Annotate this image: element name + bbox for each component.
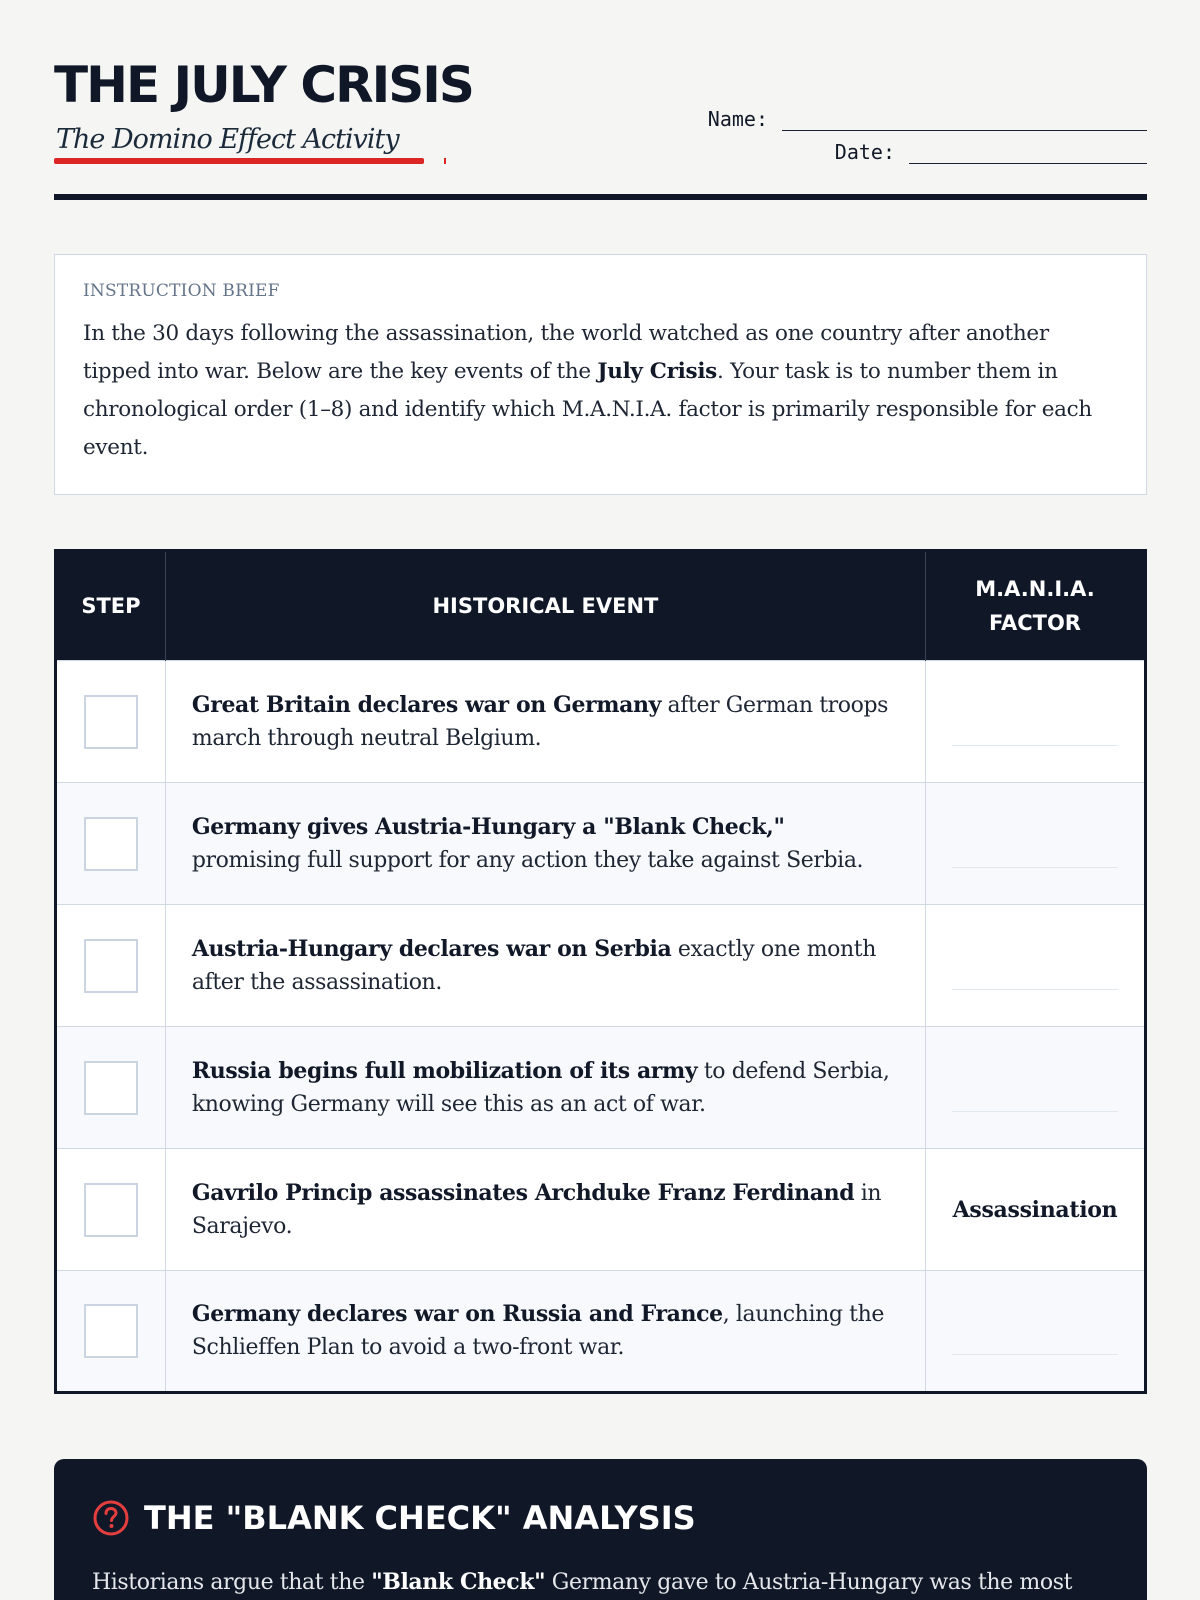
factor-cell[interactable] [926,1149,1146,1271]
factor-answer-line[interactable] [952,718,1118,746]
step-number-box[interactable] [84,1304,138,1358]
event-description [165,1027,925,1149]
factor-answer-line[interactable] [952,840,1118,868]
analysis-text-part: Germany gave to Austria-Hungary was the most [545,1570,1073,1595]
date-label: Date: [834,140,895,164]
event-description [165,661,925,783]
event-column-header: HISTORICAL EVENT [165,551,925,661]
event-description [165,1271,925,1393]
factor-column-header [926,551,1146,661]
student-fields [708,98,1147,164]
subtitle-underline-tick [444,158,446,164]
event-rest: in Sarajevo. [191,1180,882,1239]
event-description [165,783,925,905]
name-field-row [708,98,1147,131]
event-rest: promising full support for any action they take against Serbia. [191,847,864,873]
event-bold: Great Britain declares war on Germany [191,691,661,718]
factor-cell[interactable] [926,783,1146,905]
page-header [54,54,1147,200]
step-column-header: STEP [56,551,166,661]
analysis-text-bold: "Blank Check" [371,1569,546,1595]
date-field[interactable] [909,142,1147,164]
event-bold: Germany declares war on Russia and France [191,1301,723,1327]
event-rest: exactly one month after the assassination. [191,936,876,995]
instruction-brief [54,254,1147,495]
brief-text-bold: July Crisis [597,359,717,384]
event-bold: Austria-Hungary declares war on Serbia [191,935,672,962]
factor-answer-line[interactable] [952,962,1118,990]
page-title: THE JULY CRISIS [54,56,473,114]
question-circle-icon [92,1499,130,1537]
event-rest: to defend Serbia, knowing Germany will see this as an act of war. [191,1058,890,1117]
table-row [56,783,1146,905]
event-description [165,905,925,1027]
step-number-box[interactable] [84,1061,138,1115]
factor-answer-line[interactable] [952,1327,1118,1355]
factor-cell[interactable] [926,661,1146,783]
name-field[interactable] [782,109,1147,131]
step-number-box[interactable] [84,939,138,993]
table-row [56,905,1146,1027]
step-number-box[interactable] [84,817,138,871]
blank-check-analysis-panel [54,1459,1147,1600]
brief-text-part: In the 30 days following the assassination, the world watched as one country after another tipped into war. Below are the key events of the [83,321,1049,384]
date-field-row [708,131,1147,164]
step-number-box[interactable] [84,695,138,749]
factor-header-line-2: FACTOR [989,611,1081,635]
factor-cell[interactable] [926,905,1146,1027]
factor-header-line-1: M.A.N.I.A. [975,577,1095,601]
analysis-text-part: Historians argue that the [92,1570,372,1595]
event-bold: Germany gives Austria-Hungary a "Blank Check," [191,813,785,840]
header-divider [54,194,1147,200]
event-bold: Russia begins full mobilization of its army [191,1057,698,1084]
instruction-brief-label: INSTRUCTION BRIEF [83,281,280,301]
events-table [54,549,1147,1394]
event-bold: Gavrilo Princip assassinates Archduke Franz Ferdinand [191,1179,855,1206]
table-row [56,1271,1146,1393]
step-number-box[interactable] [84,1183,138,1237]
event-rest: , launching the Schlieffen Plan to avoid a two-front war. [191,1302,884,1360]
factor-cell[interactable] [926,1271,1146,1393]
instruction-brief-text [83,315,1118,467]
factor-answer-text: Assassination [952,1196,1118,1223]
analysis-text [92,1569,1109,1595]
factor-cell[interactable] [926,1027,1146,1149]
name-label: Name: [707,107,768,131]
table-row [56,661,1146,783]
table-header-row [56,551,1146,661]
factor-answer-line[interactable] [952,1084,1118,1112]
analysis-heading [92,1499,1109,1537]
table-row [56,1149,1146,1271]
page-subtitle: The Domino Effect Activity [56,124,399,155]
event-rest: after German troops march through neutral Belgium. [191,692,889,751]
table-row [56,1027,1146,1149]
event-description [165,1149,925,1271]
subtitle-underline [54,158,424,164]
brief-text-part: . Your task is to number them in chronological order (1–8) and identify which M.A.N.I.A. factor is primarily responsible for each event. [83,359,1092,460]
analysis-title: THE "BLANK CHECK" ANALYSIS [144,1499,696,1537]
